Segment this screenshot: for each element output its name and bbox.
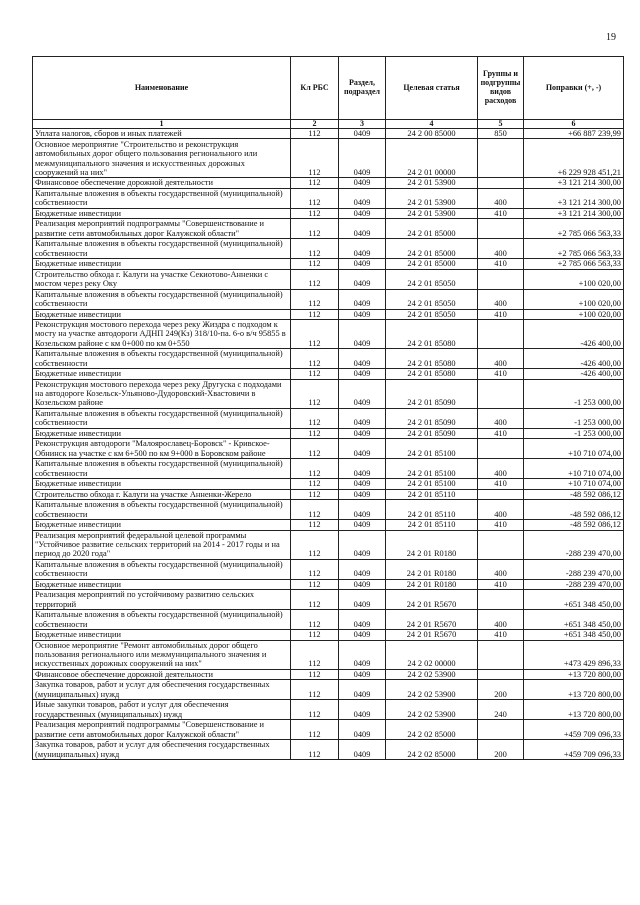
row-section-cell: 0409	[339, 610, 386, 630]
table-row	[33, 610, 624, 630]
row-amount-cell: +459 709 096,33	[524, 720, 624, 740]
row-amount-cell: +13 720 800,00	[524, 669, 624, 679]
row-target-cell: 24 2 02 00000	[386, 640, 478, 669]
row-kl-rbs-cell: 112	[291, 219, 339, 239]
row-group-cell: 410	[478, 428, 524, 438]
row-target-cell: 24 2 01 85050	[386, 309, 478, 319]
row-section-cell: 0409	[339, 520, 386, 530]
table-row	[33, 178, 624, 188]
table-row	[33, 188, 624, 208]
table-body	[33, 120, 624, 760]
row-target-cell: 24 2 01 53900	[386, 208, 478, 218]
row-name-cell: Капитальные вложения в объекты государственной (муниципальной) собственности	[33, 408, 291, 428]
header-amount: Поправки (+, -)	[524, 57, 624, 120]
row-target-cell: 24 2 01 85050	[386, 269, 478, 289]
column-number: 6	[524, 120, 624, 129]
table-row	[33, 700, 624, 720]
row-target-cell: 24 2 02 53900	[386, 700, 478, 720]
row-target-cell: 24 2 01 R0180	[386, 530, 478, 559]
row-target-cell: 24 2 01 00000	[386, 139, 478, 178]
row-kl-rbs-cell: 112	[291, 640, 339, 669]
table-row	[33, 379, 624, 408]
table-row	[33, 349, 624, 369]
row-name-cell: Капитальные вложения в объекты государственной (муниципальной) собственности	[33, 239, 291, 259]
header-kl-rbs: Кл РБС	[291, 57, 339, 120]
row-section-cell: 0409	[339, 208, 386, 218]
row-kl-rbs-cell: 112	[291, 269, 339, 289]
row-name-cell: Реализация мероприятий федеральной целевой программы "Устойчивое развитие сельских территорий на 2014 - 2017 годы и на период до 2020 года"	[33, 530, 291, 559]
row-amount-cell: -1 253 000,00	[524, 408, 624, 428]
row-amount-cell: +2 785 066 563,33	[524, 219, 624, 239]
row-name-cell: Реконструкция автодороги "Малоярославец-Боровск" - Кривское-Обнинск на участке с км 6+500 по км 9+000 в Боровском районе	[33, 439, 291, 459]
row-target-cell: 24 2 01 85050	[386, 289, 478, 309]
row-kl-rbs-cell: 112	[291, 259, 339, 269]
row-target-cell: 24 2 01 85090	[386, 428, 478, 438]
row-kl-rbs-cell: 112	[291, 239, 339, 259]
row-section-cell: 0409	[339, 720, 386, 740]
row-amount-cell: +651 348 450,00	[524, 610, 624, 630]
row-name-cell: Закупка товаров, работ и услуг для обеспечения государственных (муниципальных) нужд	[33, 680, 291, 700]
row-section-cell: 0409	[339, 579, 386, 589]
row-target-cell: 24 2 01 85100	[386, 479, 478, 489]
row-kl-rbs-cell: 112	[291, 579, 339, 589]
table-row	[33, 640, 624, 669]
row-section-cell: 0409	[339, 129, 386, 139]
row-amount-cell: +13 720 800,00	[524, 680, 624, 700]
header-name: Наименование	[33, 57, 291, 120]
row-amount-cell: +10 710 074,00	[524, 459, 624, 479]
row-section-cell: 0409	[339, 559, 386, 579]
row-amount-cell: -48 592 086,12	[524, 489, 624, 499]
row-amount-cell: +100 020,00	[524, 289, 624, 309]
row-group-cell: 850	[478, 129, 524, 139]
row-name-cell: Строительство обхода г. Калуги на участке Секиотово-Анненки с мостом через реку Оку	[33, 269, 291, 289]
row-section-cell: 0409	[339, 630, 386, 640]
row-target-cell: 24 2 02 85000	[386, 740, 478, 760]
row-kl-rbs-cell: 112	[291, 700, 339, 720]
row-target-cell: 24 2 00 85000	[386, 129, 478, 139]
row-target-cell: 24 2 01 85000	[386, 239, 478, 259]
table-row	[33, 219, 624, 239]
table-row	[33, 428, 624, 438]
row-amount-cell: -426 400,00	[524, 320, 624, 349]
row-group-cell: 410	[478, 479, 524, 489]
table-row	[33, 408, 624, 428]
row-group-cell: 240	[478, 700, 524, 720]
table-row	[33, 590, 624, 610]
row-amount-cell: +10 710 074,00	[524, 439, 624, 459]
row-amount-cell: +6 229 928 451,21	[524, 139, 624, 178]
table-row	[33, 559, 624, 579]
row-target-cell: 24 2 01 R5670	[386, 590, 478, 610]
table-row	[33, 579, 624, 589]
row-group-cell	[478, 219, 524, 239]
row-amount-cell: +13 720 800,00	[524, 700, 624, 720]
row-kl-rbs-cell: 112	[291, 669, 339, 679]
row-kl-rbs-cell: 112	[291, 139, 339, 178]
row-name-cell: Строительство обхода г. Калуги на участке Анненки-Жерело	[33, 489, 291, 499]
row-target-cell: 24 2 01 85000	[386, 259, 478, 269]
row-group-cell	[478, 320, 524, 349]
row-amount-cell: -426 400,00	[524, 349, 624, 369]
row-target-cell: 24 2 02 53900	[386, 680, 478, 700]
row-section-cell: 0409	[339, 259, 386, 269]
row-amount-cell: -48 592 086,12	[524, 520, 624, 530]
row-name-cell: Капитальные вложения в объекты государственной (муниципальной) собственности	[33, 349, 291, 369]
row-group-cell: 410	[478, 579, 524, 589]
row-target-cell: 24 2 01 85100	[386, 459, 478, 479]
row-group-cell	[478, 489, 524, 499]
column-number: 1	[33, 120, 291, 129]
row-group-cell: 410	[478, 630, 524, 640]
row-amount-cell: +459 709 096,33	[524, 740, 624, 760]
row-name-cell: Капитальные вложения в объекты государственной (муниципальной) собственности	[33, 500, 291, 520]
row-group-cell: 410	[478, 520, 524, 530]
row-target-cell: 24 2 01 85080	[386, 320, 478, 349]
row-name-cell: Реализация мероприятий по устойчивому развитию сельских территорий	[33, 590, 291, 610]
row-group-cell: 400	[478, 610, 524, 630]
row-section-cell: 0409	[339, 178, 386, 188]
row-section-cell: 0409	[339, 349, 386, 369]
row-section-cell: 0409	[339, 369, 386, 379]
row-target-cell: 24 2 01 85090	[386, 408, 478, 428]
row-amount-cell: -426 400,00	[524, 369, 624, 379]
header-section: Раздел, подраздел	[339, 57, 386, 120]
table-row	[33, 239, 624, 259]
row-section-cell: 0409	[339, 379, 386, 408]
header-group: Группы и подгруппы видов расходов	[478, 57, 524, 120]
row-group-cell: 400	[478, 559, 524, 579]
row-amount-cell: +2 785 066 563,33	[524, 239, 624, 259]
row-name-cell: Бюджетные инвестиции	[33, 479, 291, 489]
row-section-cell: 0409	[339, 289, 386, 309]
row-target-cell: 24 2 01 85110	[386, 500, 478, 520]
row-group-cell	[478, 669, 524, 679]
row-group-cell: 400	[478, 500, 524, 520]
row-kl-rbs-cell: 112	[291, 740, 339, 760]
row-kl-rbs-cell: 112	[291, 309, 339, 319]
row-group-cell	[478, 720, 524, 740]
row-kl-rbs-cell: 112	[291, 530, 339, 559]
page-number: 19	[606, 32, 616, 43]
row-name-cell: Уплата налогов, сборов и иных платежей	[33, 129, 291, 139]
row-name-cell: Бюджетные инвестиции	[33, 309, 291, 319]
row-section-cell: 0409	[339, 408, 386, 428]
row-amount-cell: +2 785 066 563,33	[524, 259, 624, 269]
column-number: 4	[386, 120, 478, 129]
row-kl-rbs-cell: 112	[291, 479, 339, 489]
row-section-cell: 0409	[339, 219, 386, 239]
row-amount-cell: +3 121 214 300,00	[524, 178, 624, 188]
row-target-cell: 24 2 01 85110	[386, 520, 478, 530]
row-amount-cell: +66 887 239,99	[524, 129, 624, 139]
row-amount-cell: +651 348 450,00	[524, 590, 624, 610]
row-amount-cell: -288 239 470,00	[524, 579, 624, 589]
row-section-cell: 0409	[339, 640, 386, 669]
row-section-cell: 0409	[339, 489, 386, 499]
row-target-cell: 24 2 01 85080	[386, 369, 478, 379]
table-row	[33, 208, 624, 218]
row-kl-rbs-cell: 112	[291, 439, 339, 459]
row-section-cell: 0409	[339, 269, 386, 289]
row-amount-cell: -288 239 470,00	[524, 559, 624, 579]
table-row	[33, 479, 624, 489]
row-target-cell: 24 2 01 R5670	[386, 630, 478, 640]
row-kl-rbs-cell: 112	[291, 289, 339, 309]
column-number: 3	[339, 120, 386, 129]
row-amount-cell: +3 121 214 300,00	[524, 208, 624, 218]
row-name-cell: Бюджетные инвестиции	[33, 369, 291, 379]
table-row	[33, 459, 624, 479]
table-row	[33, 289, 624, 309]
row-section-cell: 0409	[339, 139, 386, 178]
row-name-cell: Капитальные вложения в объекты государственной (муниципальной) собственности	[33, 188, 291, 208]
row-kl-rbs-cell: 112	[291, 349, 339, 369]
table-row	[33, 500, 624, 520]
table-row	[33, 740, 624, 760]
row-kl-rbs-cell: 112	[291, 720, 339, 740]
table-row	[33, 680, 624, 700]
row-group-cell: 200	[478, 680, 524, 700]
row-section-cell: 0409	[339, 320, 386, 349]
column-number: 5	[478, 120, 524, 129]
row-kl-rbs-cell: 112	[291, 320, 339, 349]
row-name-cell: Финансовое обеспечение дорожной деятельности	[33, 669, 291, 679]
row-kl-rbs-cell: 112	[291, 188, 339, 208]
row-section-cell: 0409	[339, 239, 386, 259]
table-row	[33, 439, 624, 459]
row-target-cell: 24 2 02 85000	[386, 720, 478, 740]
row-group-cell: 410	[478, 208, 524, 218]
row-target-cell: 24 2 01 85000	[386, 219, 478, 239]
row-name-cell: Капитальные вложения в объекты государственной (муниципальной) собственности	[33, 559, 291, 579]
row-target-cell: 24 2 01 R0180	[386, 579, 478, 589]
row-amount-cell: +473 429 896,33	[524, 640, 624, 669]
row-section-cell: 0409	[339, 680, 386, 700]
row-section-cell: 0409	[339, 439, 386, 459]
row-name-cell: Реализация мероприятий подпрограммы "Совершенствование и развитие сети автомобильных дорог Калужской области"	[33, 219, 291, 239]
row-kl-rbs-cell: 112	[291, 379, 339, 408]
row-name-cell: Основное мероприятие "Строительство и реконструкция автомобильных дорог общего пользования регионального или межмуниципального значения и искусственных дорожных сооружений на них"	[33, 139, 291, 178]
row-section-cell: 0409	[339, 530, 386, 559]
row-target-cell: 24 2 01 85090	[386, 379, 478, 408]
table-row	[33, 520, 624, 530]
row-target-cell: 24 2 01 53900	[386, 178, 478, 188]
row-section-cell: 0409	[339, 428, 386, 438]
row-section-cell: 0409	[339, 669, 386, 679]
row-kl-rbs-cell: 112	[291, 500, 339, 520]
table-row	[33, 320, 624, 349]
table-row	[33, 129, 624, 139]
row-group-cell: 410	[478, 259, 524, 269]
table-row	[33, 309, 624, 319]
row-group-cell: 400	[478, 239, 524, 259]
row-kl-rbs-cell: 112	[291, 610, 339, 630]
table-row	[33, 720, 624, 740]
row-kl-rbs-cell: 112	[291, 520, 339, 530]
table-row	[33, 259, 624, 269]
column-number: 2	[291, 120, 339, 129]
row-name-cell: Капитальные вложения в объекты государственной (муниципальной) собственности	[33, 289, 291, 309]
row-amount-cell: -1 253 000,00	[524, 428, 624, 438]
row-kl-rbs-cell: 112	[291, 208, 339, 218]
row-group-cell: 200	[478, 740, 524, 760]
row-section-cell: 0409	[339, 740, 386, 760]
row-name-cell: Реализация мероприятий подпрограммы "Совершенствование и развитие сети автомобильных дорог Калужской области"	[33, 720, 291, 740]
row-name-cell: Бюджетные инвестиции	[33, 630, 291, 640]
row-name-cell: Бюджетные инвестиции	[33, 579, 291, 589]
budget-table	[32, 56, 624, 760]
row-name-cell: Закупка товаров, работ и услуг для обеспечения государственных (муниципальных) нужд	[33, 740, 291, 760]
row-kl-rbs-cell: 112	[291, 590, 339, 610]
header-row	[33, 57, 624, 120]
row-target-cell: 24 2 01 85100	[386, 439, 478, 459]
row-amount-cell: +651 348 450,00	[524, 630, 624, 640]
row-group-cell	[478, 640, 524, 669]
row-kl-rbs-cell: 112	[291, 129, 339, 139]
row-amount-cell: +100 020,00	[524, 309, 624, 319]
table-row	[33, 269, 624, 289]
row-name-cell: Финансовое обеспечение дорожной деятельности	[33, 178, 291, 188]
table-row	[33, 369, 624, 379]
row-name-cell: Реконструкция мостового перехода через реку Другуска с подходами на автодороге Козельск-Ульяново-Дудоровский-Хвастовичи в Козельском районе	[33, 379, 291, 408]
row-target-cell: 24 2 01 85110	[386, 489, 478, 499]
row-target-cell: 24 2 01 R5670	[386, 610, 478, 630]
table-row	[33, 630, 624, 640]
row-kl-rbs-cell: 112	[291, 428, 339, 438]
header-target: Целевая статья	[386, 57, 478, 120]
row-group-cell	[478, 269, 524, 289]
row-amount-cell: +3 121 214 300,00	[524, 188, 624, 208]
row-section-cell: 0409	[339, 700, 386, 720]
row-group-cell	[478, 439, 524, 459]
row-group-cell: 410	[478, 369, 524, 379]
row-name-cell: Бюджетные инвестиции	[33, 208, 291, 218]
row-kl-rbs-cell: 112	[291, 489, 339, 499]
column-number-row	[33, 120, 624, 129]
row-group-cell	[478, 530, 524, 559]
row-target-cell: 24 2 01 R0180	[386, 559, 478, 579]
row-target-cell: 24 2 01 85080	[386, 349, 478, 369]
row-kl-rbs-cell: 112	[291, 630, 339, 640]
row-section-cell: 0409	[339, 479, 386, 489]
row-amount-cell: +10 710 074,00	[524, 479, 624, 489]
row-group-cell	[478, 139, 524, 178]
row-amount-cell: +100 020,00	[524, 269, 624, 289]
row-kl-rbs-cell: 112	[291, 178, 339, 188]
row-kl-rbs-cell: 112	[291, 559, 339, 579]
row-amount-cell: -48 592 086,12	[524, 500, 624, 520]
row-amount-cell: -288 239 470,00	[524, 530, 624, 559]
row-name-cell: Основное мероприятие "Ремонт автомобильных дорог общего пользования регионального или межмуниципального значения и искусственных дорожных сооружений на них"	[33, 640, 291, 669]
row-group-cell: 400	[478, 188, 524, 208]
row-group-cell	[478, 178, 524, 188]
row-name-cell: Бюджетные инвестиции	[33, 520, 291, 530]
row-name-cell: Бюджетные инвестиции	[33, 259, 291, 269]
row-group-cell	[478, 590, 524, 610]
row-section-cell: 0409	[339, 459, 386, 479]
row-name-cell: Капитальные вложения в объекты государственной (муниципальной) собственности	[33, 459, 291, 479]
row-group-cell	[478, 379, 524, 408]
row-name-cell: Реконструкция мостового перехода через реку Жиздра с подходом к мосту на участке автодороги АДНП 249(Кз) 318/10-па. 6-о в/ч 95855 в Козельском районе с км 0+000 по км 0+550	[33, 320, 291, 349]
row-target-cell: 24 2 01 53900	[386, 188, 478, 208]
table-row	[33, 489, 624, 499]
row-name-cell: Бюджетные инвестиции	[33, 428, 291, 438]
row-target-cell: 24 2 02 53900	[386, 669, 478, 679]
row-amount-cell: -1 253 000,00	[524, 379, 624, 408]
row-group-cell: 400	[478, 289, 524, 309]
row-name-cell: Иные закупки товаров, работ и услуг для обеспечения государственных (муниципальных) нужд	[33, 700, 291, 720]
row-group-cell: 400	[478, 408, 524, 428]
row-kl-rbs-cell: 112	[291, 369, 339, 379]
row-kl-rbs-cell: 112	[291, 680, 339, 700]
row-name-cell: Капитальные вложения в объекты государственной (муниципальной) собственности	[33, 610, 291, 630]
row-kl-rbs-cell: 112	[291, 408, 339, 428]
row-section-cell: 0409	[339, 309, 386, 319]
row-group-cell: 410	[478, 309, 524, 319]
row-section-cell: 0409	[339, 590, 386, 610]
table-row	[33, 139, 624, 178]
row-section-cell: 0409	[339, 188, 386, 208]
table-row	[33, 530, 624, 559]
table-row	[33, 669, 624, 679]
row-section-cell: 0409	[339, 500, 386, 520]
row-group-cell: 400	[478, 349, 524, 369]
row-group-cell: 400	[478, 459, 524, 479]
row-kl-rbs-cell: 112	[291, 459, 339, 479]
